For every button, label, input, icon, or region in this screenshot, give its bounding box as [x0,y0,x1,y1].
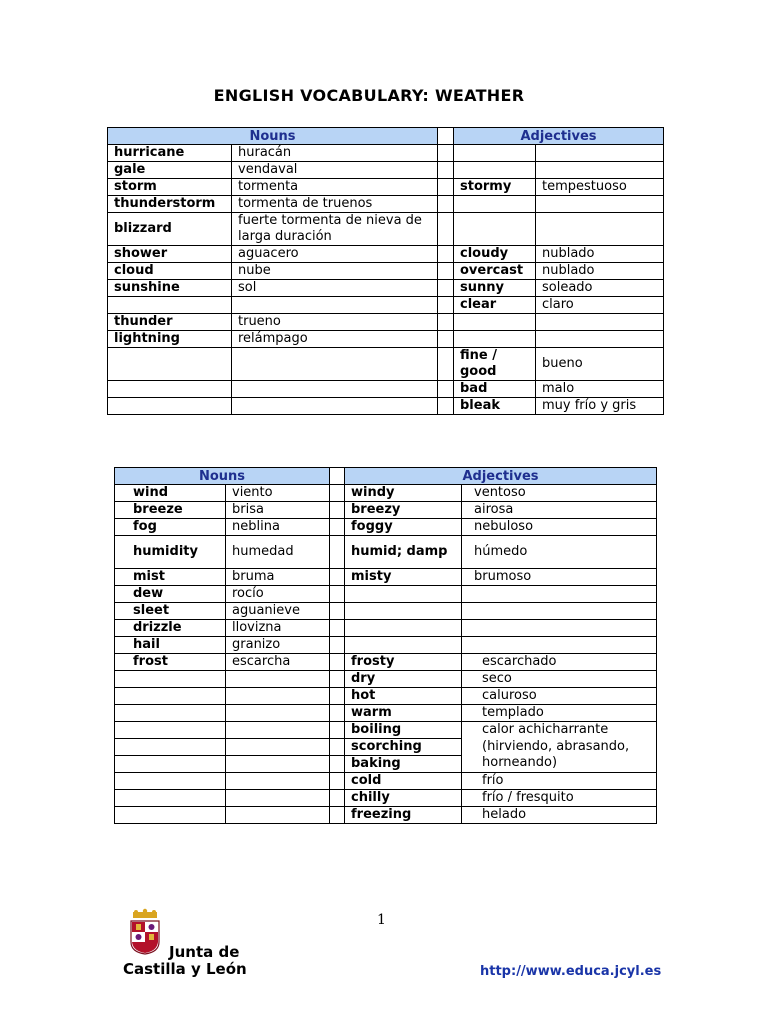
adjective-translation-cell: escarchado [462,654,657,671]
table-row [108,263,664,280]
adjective-translation-cell [536,145,664,162]
adjective-translation-cell: helado [462,807,657,824]
noun-translation-cell: escarcha [226,654,330,671]
table-row [108,196,664,213]
noun-cell: blizzard [108,213,232,246]
adjective-cell [345,586,462,603]
adjective-translation-cell: brumoso [462,569,657,586]
noun-cell [115,671,226,688]
adjective-cell: stormy [454,179,536,196]
noun-cell [115,688,226,705]
adjective-cell: overcast [454,263,536,280]
table-row [108,348,664,381]
adjective-cell [454,331,536,348]
noun-cell [115,722,226,739]
table-row [115,722,657,739]
noun-cell: frost [115,654,226,671]
adjective-cell: humid; damp [345,536,462,569]
adjective-cell: cold [345,773,462,790]
adjective-translation-cell: frío / fresquito [462,790,657,807]
adjective-cell: hot [345,688,462,705]
noun-cell [115,739,226,756]
adjective-translation-cell: frío [462,773,657,790]
gap-cell [438,196,454,213]
adjective-translation-cell [462,620,657,637]
noun-translation-cell [226,756,330,773]
noun-translation-cell: vendaval [232,162,438,179]
table-row [108,179,664,196]
table-row [108,246,664,263]
table-row [115,502,657,519]
weather-vocabulary-table-1 [107,127,664,415]
adjective-cell [345,637,462,654]
noun-translation-cell: tormenta [232,179,438,196]
table-row [115,671,657,688]
adjective-translation-cell: nebuloso [462,519,657,536]
adjective-cell: sunny [454,280,536,297]
gap-header [438,128,454,145]
noun-translation-cell [232,381,438,398]
table-row [115,705,657,722]
noun-cell: shower [108,246,232,263]
junta-logo-text [123,944,247,978]
adjective-cell: dry [345,671,462,688]
adjective-translation-cell [536,314,664,331]
gap-cell [330,603,345,620]
noun-cell: lightning [108,331,232,348]
noun-translation-cell [226,688,330,705]
adjective-cell [454,213,536,246]
table-header-row [115,468,657,485]
noun-cell: hail [115,637,226,654]
adjective-translation-cell [462,603,657,620]
table-row [115,603,657,620]
nouns-header: Nouns [115,468,330,485]
noun-translation-cell [226,722,330,739]
table-row [108,280,664,297]
logo-line-1: Junta de [169,943,240,961]
gap-cell [438,263,454,280]
adjective-translation-cell [536,196,664,213]
noun-translation-cell [226,807,330,824]
noun-translation-cell: aguacero [232,246,438,263]
noun-cell [115,756,226,773]
adjective-translation-cell [536,213,664,246]
table-row [115,569,657,586]
noun-cell [115,773,226,790]
gap-cell [438,179,454,196]
gap-cell [330,671,345,688]
gap-cell [438,280,454,297]
table-row [108,331,664,348]
noun-translation-cell [226,739,330,756]
noun-cell [108,348,232,381]
noun-translation-cell [232,297,438,314]
table-header-row [108,128,664,145]
noun-cell [108,381,232,398]
noun-cell [115,705,226,722]
gap-cell [330,739,345,756]
adjective-translation-cell [536,331,664,348]
adjective-cell: bleak [454,398,536,415]
website-link[interactable]: http://www.educa.jcyl.es [480,964,662,979]
adjectives-header: Adjectives [454,128,664,145]
noun-cell: humidity [115,536,226,569]
gap-cell [330,569,345,586]
adjective-translation-cell: airosa [462,502,657,519]
adjective-translation-cell: claro [536,297,664,314]
gap-cell [330,502,345,519]
adjective-translation-cell: bueno [536,348,664,381]
noun-translation-cell [226,773,330,790]
gap-header [330,468,345,485]
table-row [108,398,664,415]
adjective-cell: bad [454,381,536,398]
noun-cell: mist [115,569,226,586]
table-row [115,637,657,654]
noun-translation-cell: neblina [226,519,330,536]
table-row [108,145,664,162]
adjective-translation-cell: húmedo [462,536,657,569]
adjective-translation-cell: nublado [536,263,664,280]
table-row [115,536,657,569]
noun-cell: thunder [108,314,232,331]
noun-cell [115,790,226,807]
adjective-cell: boiling [345,722,462,739]
gap-cell [438,162,454,179]
adjective-cell: breezy [345,502,462,519]
adjective-cell [454,196,536,213]
table-row [115,773,657,790]
table-row [115,790,657,807]
adjective-translation-cell: malo [536,381,664,398]
adjective-translation-cell [462,586,657,603]
noun-cell: cloud [108,263,232,280]
adjective-cell: windy [345,485,462,502]
noun-translation-cell [232,348,438,381]
page-title: ENGLISH VOCABULARY: WEATHER [213,86,525,105]
adjective-cell [345,603,462,620]
noun-translation-cell [226,790,330,807]
gap-cell [330,637,345,654]
noun-translation-cell: granizo [226,637,330,654]
adjective-cell: freezing [345,807,462,824]
adjective-cell: scorching [345,739,462,756]
noun-cell: dew [115,586,226,603]
table-row [115,586,657,603]
adjective-cell: frosty [345,654,462,671]
adjective-cell [345,620,462,637]
table-row [115,654,657,671]
noun-translation-cell: aguanieve [226,603,330,620]
noun-cell: breeze [115,502,226,519]
weather-vocabulary-table-2 [114,467,657,824]
gap-cell [330,654,345,671]
noun-cell: gale [108,162,232,179]
noun-translation-cell [226,705,330,722]
table-row [108,297,664,314]
noun-translation-cell: llovizna [226,620,330,637]
adjective-translation-cell: soleado [536,280,664,297]
gap-cell [438,398,454,415]
gap-cell [330,705,345,722]
gap-cell [438,246,454,263]
noun-translation-cell: huracán [232,145,438,162]
gap-cell [438,348,454,381]
noun-translation-cell: relámpago [232,331,438,348]
nouns-header: Nouns [108,128,438,145]
adjective-cell [454,162,536,179]
adjective-cell: misty [345,569,462,586]
table-row [115,688,657,705]
noun-translation-cell: rocío [226,586,330,603]
adjective-cell: clear [454,297,536,314]
adjective-cell: fine / good [454,348,536,381]
adjective-translation-cell: seco [462,671,657,688]
noun-translation-cell: humedad [226,536,330,569]
noun-cell: fog [115,519,226,536]
gap-cell [438,331,454,348]
gap-cell [330,807,345,824]
noun-translation-cell: brisa [226,502,330,519]
gap-cell [330,620,345,637]
gap-cell [330,722,345,739]
noun-translation-cell [226,671,330,688]
noun-cell: sleet [115,603,226,620]
logo-line-2: Castilla y León [123,960,247,978]
adjective-cell: chilly [345,790,462,807]
adjective-translation-cell [462,637,657,654]
gap-cell [438,314,454,331]
noun-cell: sunshine [108,280,232,297]
adjective-cell: baking [345,756,462,773]
adjective-translation-cell: ventoso [462,485,657,502]
noun-cell: hurricane [108,145,232,162]
adjective-translation-cell: muy frío y gris [536,398,664,415]
adjectives-header: Adjectives [345,468,657,485]
adjective-cell: cloudy [454,246,536,263]
noun-translation-cell: viento [226,485,330,502]
table-row [108,213,664,246]
gap-cell [330,536,345,569]
noun-cell: storm [108,179,232,196]
noun-translation-cell: fuerte tormenta de nieva de larga duración [232,213,438,246]
gap-cell [438,213,454,246]
gap-cell [330,485,345,502]
noun-cell [115,807,226,824]
noun-cell: drizzle [115,620,226,637]
gap-cell [330,790,345,807]
gap-cell [438,381,454,398]
noun-cell [108,398,232,415]
adjective-translation-cell: tempestuoso [536,179,664,196]
adjective-translation-cell: calor achicharrante (hirviendo, abrasando, horneando) [462,722,657,773]
table-row [108,314,664,331]
noun-translation-cell [232,398,438,415]
noun-translation-cell: bruma [226,569,330,586]
gap-cell [330,688,345,705]
table-row [115,807,657,824]
page-number: 1 [377,912,386,928]
gap-cell [438,297,454,314]
noun-cell: wind [115,485,226,502]
gap-cell [330,519,345,536]
adjective-translation-cell [536,162,664,179]
gap-cell [330,586,345,603]
gap-cell [330,756,345,773]
noun-translation-cell: nube [232,263,438,280]
table-row [115,620,657,637]
adjective-translation-cell: caluroso [462,688,657,705]
table-row [108,381,664,398]
adjective-cell [454,145,536,162]
adjective-translation-cell: templado [462,705,657,722]
adjective-cell: foggy [345,519,462,536]
adjective-cell [454,314,536,331]
noun-translation-cell: trueno [232,314,438,331]
gap-cell [330,773,345,790]
noun-translation-cell: sol [232,280,438,297]
gap-cell [438,145,454,162]
adjective-translation-cell: nublado [536,246,664,263]
adjective-cell: warm [345,705,462,722]
table-row [115,519,657,536]
table-row [108,162,664,179]
table-row [115,485,657,502]
noun-cell [108,297,232,314]
noun-translation-cell: tormenta de truenos [232,196,438,213]
noun-cell: thunderstorm [108,196,232,213]
